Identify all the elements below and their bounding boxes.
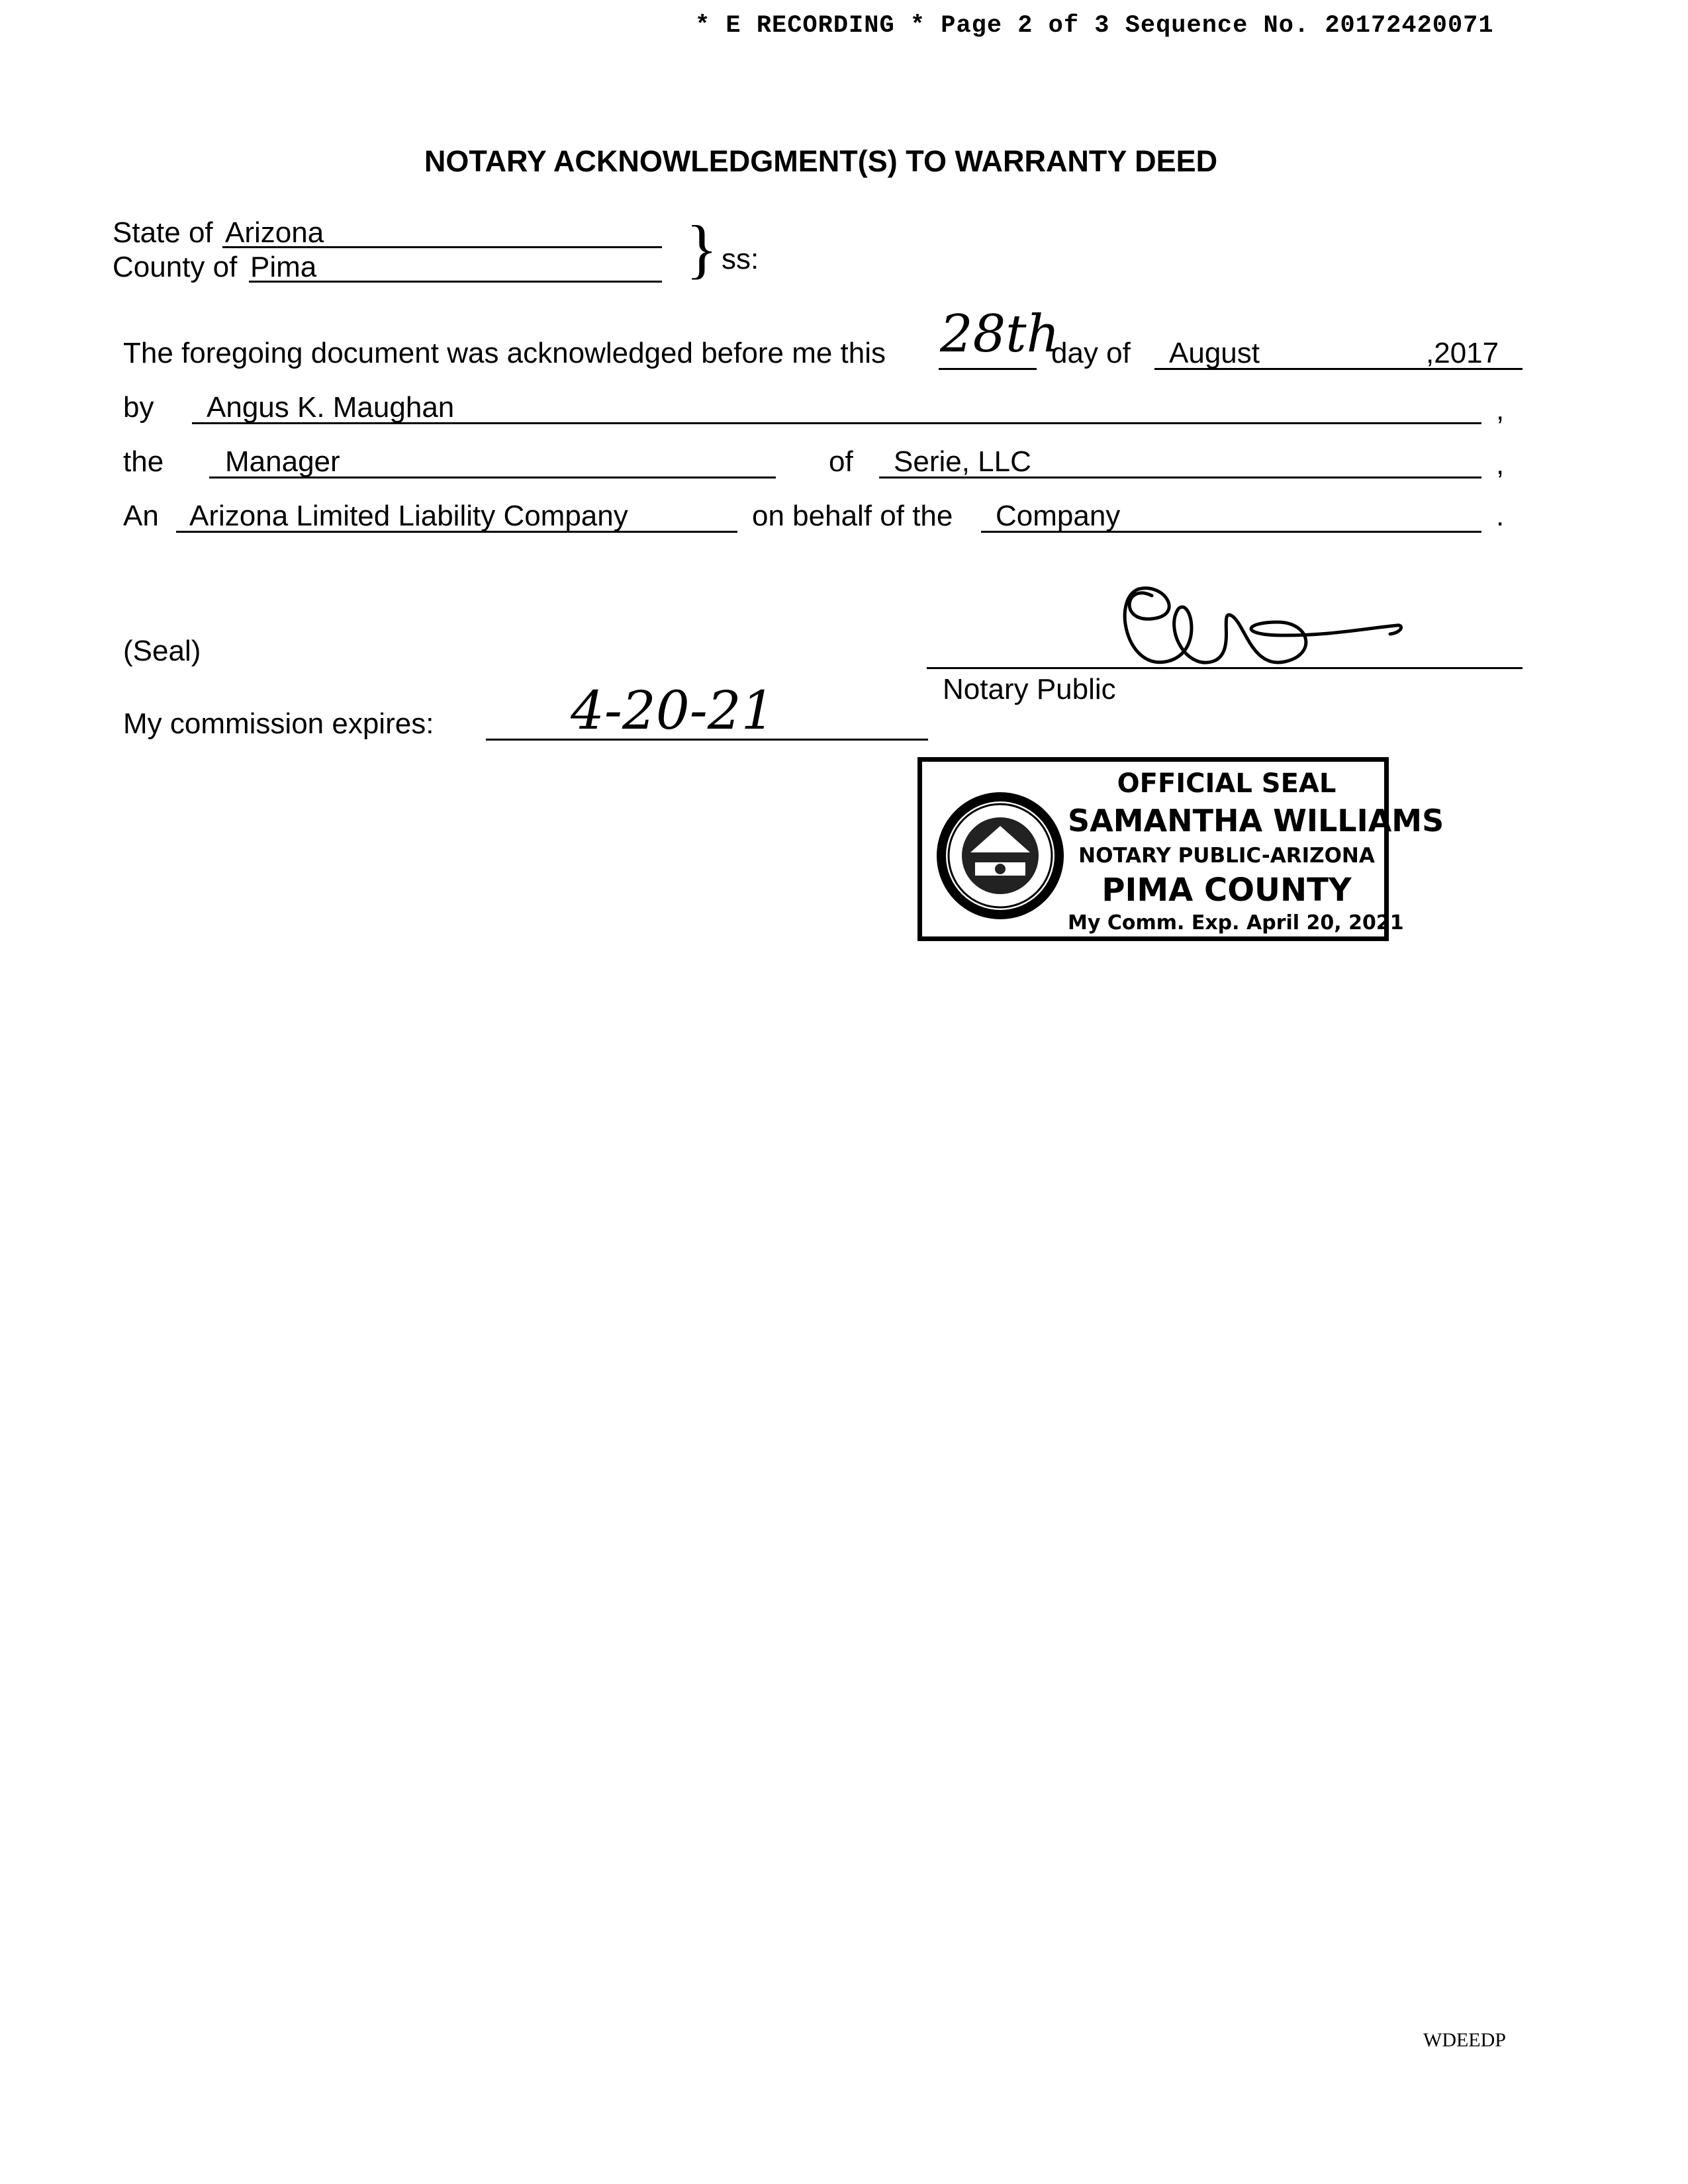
seal-line-county: PIMA COUNTY [1102,872,1352,909]
by-underline [192,422,1481,424]
venue-brace: } [686,212,718,285]
commission-underline [486,739,928,741]
seal-line-expiration: My Comm. Exp. April 20, 2021 [1068,911,1404,934]
an-label: An [123,500,159,532]
official-seal-stamp [917,757,1444,941]
day-value: 28th [940,304,1060,364]
the-label: the [123,445,164,478]
commission-label: My commission expires: [123,707,434,740]
date-underline [1154,368,1523,370]
by-label: by [123,391,154,424]
ss-label: ss: [722,243,759,275]
by-value: Angus K. Maughan [207,391,455,424]
entity-type-underline [176,531,737,533]
county-value: Pima [250,251,317,283]
month-value: August [1169,337,1260,369]
commission-value: 4-20-21 [571,680,775,741]
year-value: ,2017 [1426,337,1499,369]
behalf-value: Company [996,500,1121,532]
entity-underline [879,477,1481,478]
by-comma: , [1496,394,1505,426]
entity-type-value: Arizona Limited Liability Company [189,500,628,532]
state-value: Arizona [225,216,324,249]
title-value: Manager [225,445,340,478]
arizona-state-seal-icon [934,790,1066,922]
document-title: NOTARY ACKNOWLEDGMENT(S) TO WARRANTY DEED [424,144,1218,178]
day-underline [939,368,1037,370]
county-underline [249,281,662,283]
state-underline [222,246,662,248]
behalf-underline [981,531,1481,533]
seal-line-notary: NOTARY PUBLIC-ARIZONA [1078,844,1375,868]
notary-public-label: Notary Public [943,673,1116,705]
entity-comma: , [1496,448,1505,480]
state-label: State of [113,216,213,249]
seal-line-name: SAMANTHA WILLIAMS [1068,803,1444,839]
behalf-period: . [1496,500,1505,532]
signature-line [927,667,1523,669]
acknowledgment-intro: The foregoing document was acknowledged before me this [123,337,886,369]
form-code: WDEEDP [1423,2029,1506,2051]
county-label: County of [113,251,238,283]
notary-signature-icon [1112,569,1417,675]
day-of-label: day of [1051,337,1131,369]
recording-header: * E RECORDING * Page 2 of 3 Sequence No. 20172420071 [695,12,1494,40]
seal-label: (Seal) [123,635,201,667]
behalf-label: on behalf of the [752,500,953,532]
title-underline [209,477,776,478]
of-label: of [829,445,853,478]
seal-line-official: OFFICIAL SEAL [1117,768,1336,799]
entity-value: Serie, LLC [894,445,1031,478]
